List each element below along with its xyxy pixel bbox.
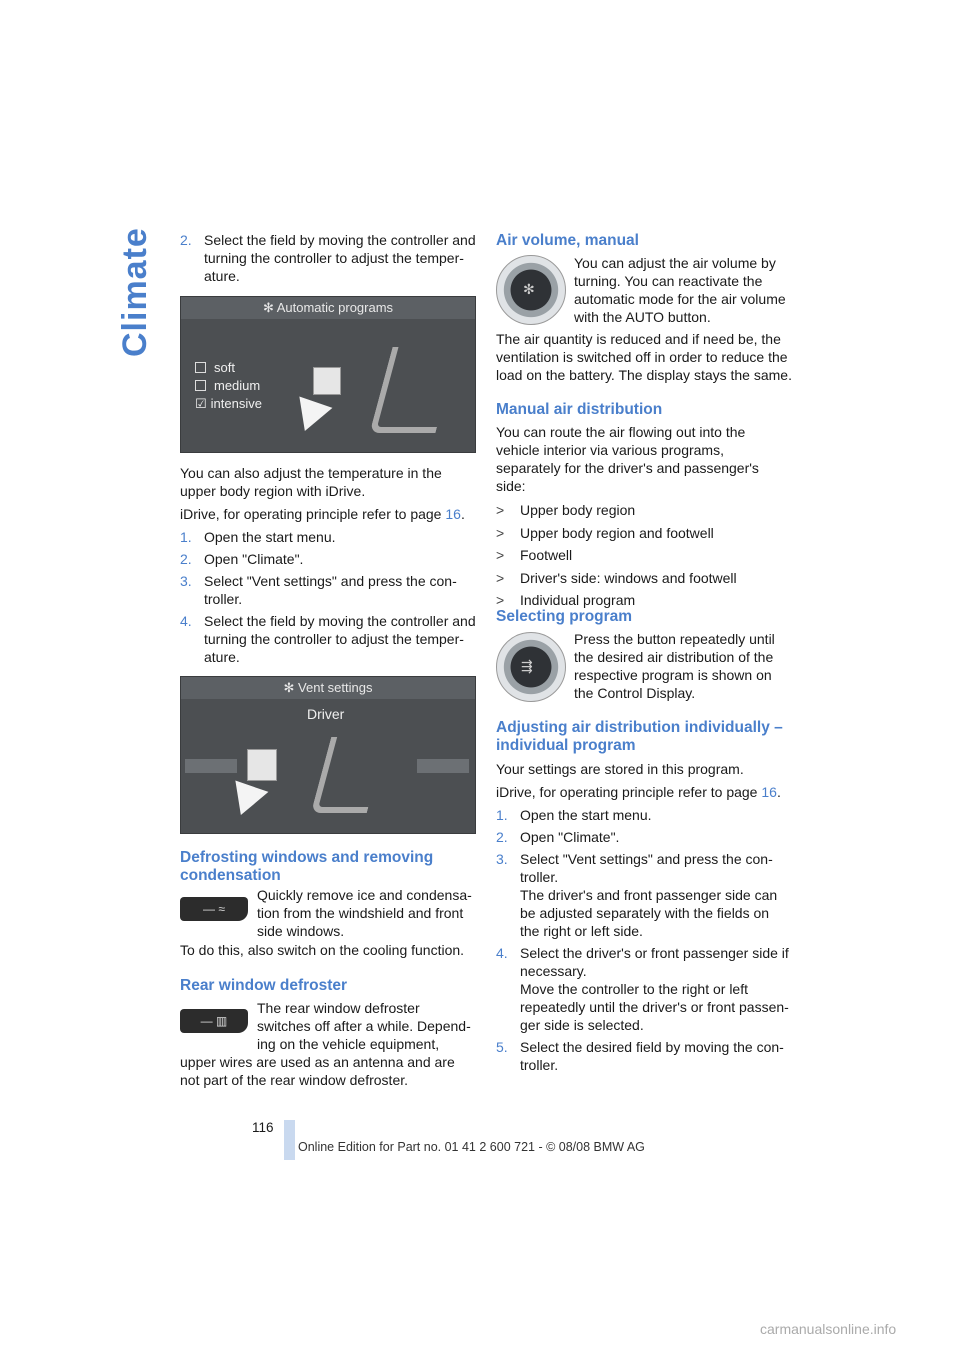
paragraph: The rear window defroster switches off after a while. Depend-ing on the vehicle equipment, [257, 1000, 471, 1052]
paragraph: The air quantity is reduced and if need be, the ventilation is switched off in order to reduce the load on the battery. The display stays the same. [496, 331, 792, 383]
step-2: 2. Open "Climate". [180, 551, 304, 567]
step-3: 3. Select "Vent settings" and press the con-troller. [180, 573, 457, 607]
section-heading: Manual air distribution [496, 401, 663, 418]
left-column [180, 231, 476, 289]
checkbox-icon [195, 362, 206, 373]
screen-title: Vent settings [298, 680, 373, 695]
paragraph: upper wires are used as an antenna and are not part of the rear window defroster. [180, 1054, 455, 1088]
seat-icon [369, 347, 458, 433]
air-volume-knob[interactable] [496, 255, 566, 325]
paragraph: To do this, also switch on the cooling function. [180, 942, 465, 958]
watermark: carmanualsonline.info [760, 1321, 897, 1337]
list-item: > Footwell [496, 546, 792, 564]
step-2: 2. Open "Climate". [496, 829, 620, 845]
step-1: 1. Open the start menu. [496, 807, 652, 823]
step-5: 5. Select the desired field by moving the con-troller. [496, 1039, 784, 1073]
step-number: 2. [180, 232, 192, 248]
seat-icon [311, 737, 387, 813]
selecting-program-section [496, 608, 792, 626]
step-3: 3. Select "Vent settings" and press the con-troller. The driver's and front passenger side can be adjusted separately with the fields on the right or left side. [496, 851, 778, 939]
checkbox-icon [195, 380, 206, 391]
step-4: 4. Select the driver's or front passenger side if necessary. Move the controller to the right or left repeatedly until the driver's or front passen-ger side is selected. [496, 945, 789, 1033]
vent-settings-screen [180, 676, 476, 834]
rear-defrost-button[interactable] [180, 1009, 248, 1033]
list-item: > Upper body region [496, 501, 792, 519]
paragraph: Press the button repeatedly until the desired air distribution of the respective program is shown on the Control Display. [574, 631, 775, 701]
rear-defrost-section [180, 977, 476, 995]
footer-text: Online Edition for Part no. 01 41 2 600 721 - © 08/08 BMW AG [298, 1140, 645, 1154]
option-intensive: ☑ intensive [195, 396, 262, 411]
section-heading: Adjusting air distribution individually – individual program [496, 719, 783, 754]
paragraph: iDrive, for operating principle refer to page 16. [496, 784, 781, 800]
page-number: 116 [252, 1120, 274, 1135]
step-2 [180, 231, 476, 285]
paragraph: You can adjust the air volume by turning. You can reactivate the automatic mode for the air volume with the AUTO button. [574, 255, 786, 325]
section-heading: Rear window defroster [180, 977, 348, 994]
air-text-block-2 [496, 330, 792, 384]
manual-distribution-section [496, 401, 792, 614]
paragraph: Quickly remove ice and condensa-tion from the windshield and front side windows. [257, 887, 472, 939]
list-item: > Driver's side: windows and footwell [496, 569, 792, 587]
page-link[interactable]: 16 [445, 506, 461, 522]
option-medium: medium [195, 377, 260, 395]
screen-title-bar [181, 677, 475, 699]
section-heading: Selecting program [496, 608, 633, 625]
paragraph: Your settings are stored in this program. [496, 761, 744, 777]
list-item: > Upper body region and footwell [496, 524, 792, 542]
left-panel [185, 759, 237, 773]
screen-title: Automatic programs [276, 300, 394, 315]
fan-icon: ✻ [523, 281, 535, 297]
air-distribution-button[interactable] [496, 632, 566, 702]
paragraph: You can also adjust the temperature in the upper body region with iDrive. [180, 465, 442, 499]
step-4: 4. Select the field by moving the controller and turning the controller to adjust the temper-ature. [180, 613, 476, 665]
defrost-section [180, 849, 476, 885]
air-text-block [574, 254, 794, 326]
chapter-title: Climate [116, 227, 154, 357]
automatic-programs-screen [180, 296, 476, 453]
checkmark-icon: ☑ [195, 396, 207, 411]
air-volume-section [496, 232, 792, 250]
air-distribution-icon: ⇶ [521, 658, 533, 674]
list-item: > Individual program [496, 591, 792, 609]
defrost-text-block-2 [180, 941, 476, 959]
rear-text-block-2 [180, 1053, 476, 1089]
step-text: Select the field by moving the controller and turning the controller to adjust the temper-ature. [204, 232, 476, 284]
select-text-block [574, 630, 794, 702]
option-soft: soft [195, 359, 235, 377]
left-column-body [180, 464, 476, 670]
footer-accent-bar [284, 1120, 295, 1160]
paragraph: iDrive, for operating principle refer to page 16. [180, 506, 465, 522]
page-link[interactable]: 16 [761, 784, 777, 800]
screen-title-bar [181, 297, 475, 319]
paragraph: You can route the air flowing out into the vehicle interior via various programs, separately for the driver's and passenger's side: [496, 424, 759, 494]
defrost-text-block [257, 886, 477, 940]
fan-icon: ✻ [283, 680, 299, 695]
fan-icon: ✻ [262, 300, 277, 315]
step-1: 1. Open the start menu. [180, 529, 336, 545]
section-heading: Defrosting windows and removing condensation [180, 849, 434, 884]
right-panel [417, 759, 469, 773]
windshield-defrost-button[interactable] [180, 897, 248, 921]
rear-text-block [257, 999, 477, 1053]
individual-program-section [496, 719, 792, 1078]
section-heading: Air volume, manual [496, 232, 639, 249]
defrost-icon: — ≈ [203, 902, 225, 916]
screen-subtitle: Driver [307, 706, 345, 722]
rear-defrost-icon: — ▥ [200, 1014, 228, 1028]
